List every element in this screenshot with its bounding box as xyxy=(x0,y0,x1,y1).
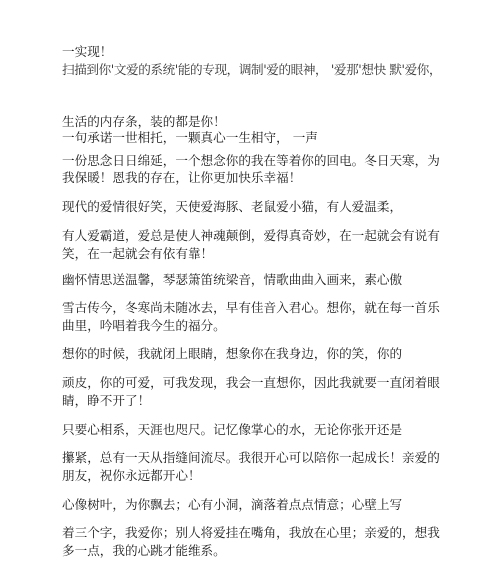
text-line: 心像树叶，为你飘去；心有小洞，滴落着点点情意；心壁上写 xyxy=(62,497,403,512)
text-line: 想你的时候，我就闭上眼睛，想象你在我身边，你的笑，你的 xyxy=(62,346,403,361)
text-line: 一实现！ xyxy=(62,44,113,59)
text-line: 曲里，吟唱着我今生的福分。 xyxy=(62,318,226,333)
text-line: 睛，睁不开了！ xyxy=(62,393,151,408)
text-line: 顽皮，你的可爱，可我发现，我会一直想你，因此我就要一直闭着眼 xyxy=(62,375,440,390)
text-line: 一份思念日日绵延，一个想念你的我在等着你的回电。冬日天寒，为 xyxy=(62,153,440,168)
text-line: 有人爱霸道，爱总是使人神魂颠倒，爱得真奇妙，在一起就会有说有 xyxy=(62,228,440,243)
text-line: 攥紧，总有一天从指缝间流尽。我很开心可以陪你一起成长！亲爱的 xyxy=(62,450,440,465)
text-line: 朋友，祝你永远都开心！ xyxy=(62,468,201,483)
text-line: 扫描到你'文爱的系统'能的专现，调制'爱的眼神， '爱那'想快 默'爱你， xyxy=(62,62,442,77)
text-line: 只要心相系，天涯也咫尺。记忆像掌心的水，无论你张开还是 xyxy=(62,422,403,437)
text-line: 一句承诺一世相托，一颗真心一生相守， 一声 xyxy=(62,130,318,145)
text-line: 着三个字，我爱你；别人将爱挂在嘴角，我放在心里；亲爱的，想我 xyxy=(62,525,440,540)
text-line: 现代的爱情很好笑，天使爱海豚、老鼠爱小猫，有人爱温柔， xyxy=(62,199,403,214)
text-line: 我保暖！恩我的存在，让你更加快乐幸福！ xyxy=(62,170,302,185)
text-line: 多一点，我的心跳才能维系。 xyxy=(62,543,226,558)
text-line: 笑，在一起就会有依有靠！ xyxy=(62,246,214,261)
text-line: 幽怀情思送温馨，琴瑟箫笛统梁音，情歌曲曲入画来，素心傲 xyxy=(62,272,403,287)
text-line: 雪古传今，冬寒尚未随冰去，早有佳音入君心。想你，就在每一首乐 xyxy=(62,300,440,315)
text-line: 生活的内存条，装的都是你！ xyxy=(62,114,226,129)
